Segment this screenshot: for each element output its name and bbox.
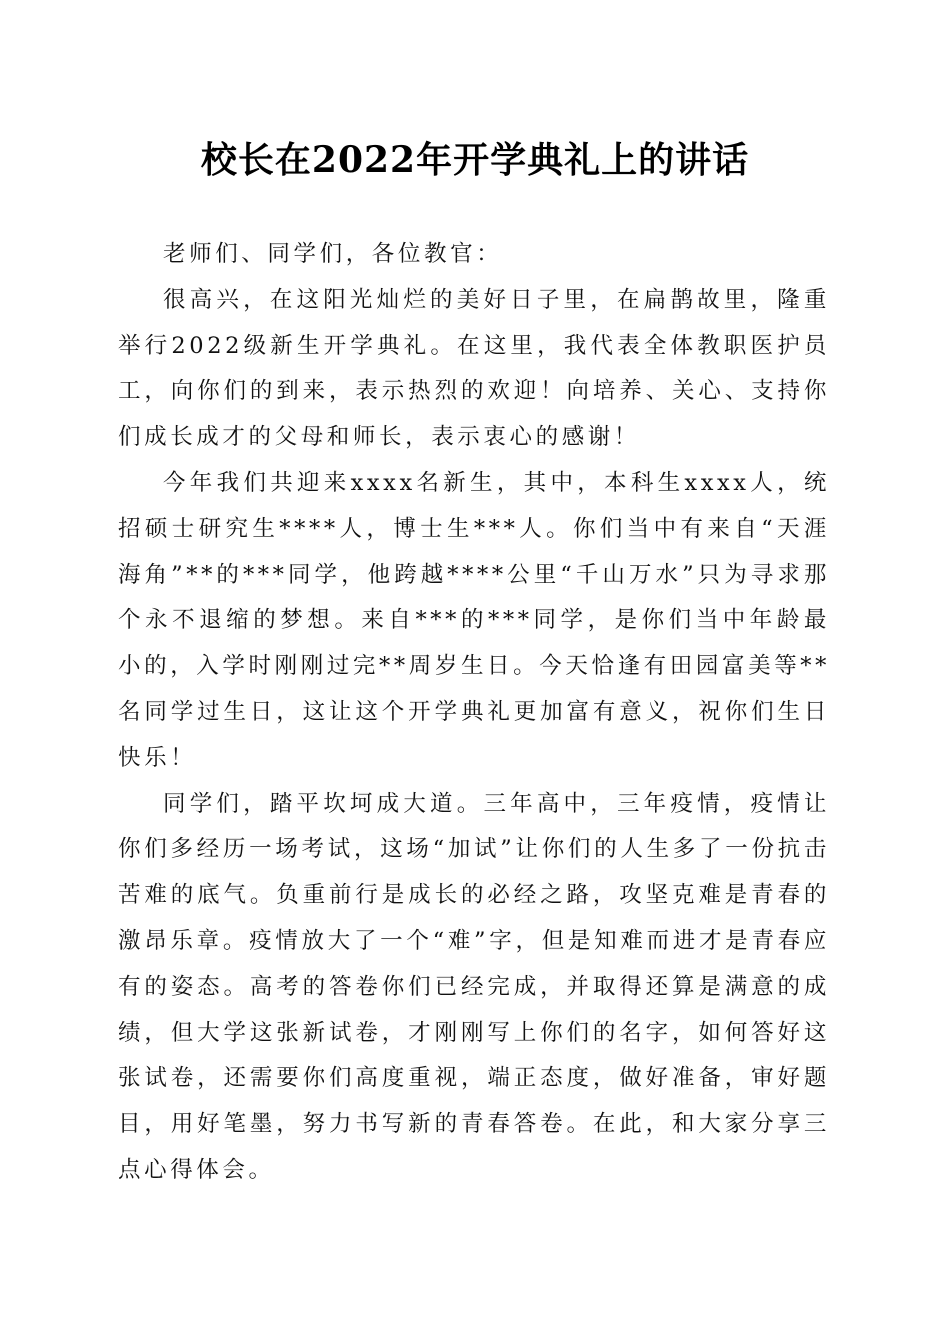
paragraph-1: 很高兴，在这阳光灿烂的美好日子里，在扁鹊故里，隆重举行2022级新生开学典礼。在这里，我代表全体教职医护员工，向你们的到来，表示热烈的欢迎！向培养、关心、支持你们成长成才的父母和师长，表示衷心的感谢！ [118, 286, 830, 451]
paragraph-3: 同学们，踏平坎坷成大道。三年高中，三年疫情，疫情让你们多经历一场考试，这场“加试”让你们的人生多了一份抗击苦难的底气。负重前行是成长的必经之路，攻坚克难是青春的激昂乐章。疫情放大了一个“难”字，但是知难而进才是青春应有的姿态。高考的答卷你们已经完成，并取得还算是满意的成绩，但大学这张新试卷，才刚刚写上你们的名字，如何答好这张试卷，还需要你们高度重视，端正态度，做好准备，审好题目，用好笔墨，努力书写新的青春答卷。在此，和大家分享三点心得体会。 [118, 790, 830, 1183]
salutation: 老师们、同学们，各位教官： [163, 241, 503, 267]
document-body [118, 232, 830, 1194]
paragraph-2: 今年我们共迎来xxxx名新生，其中，本科生xxxx人，统招硕士研究生****人，博士生***人。你们当中有来自“天涯海角”**的***同学，他跨越****公里“千山万水”只为寻求那个永不退缩的梦想。来自***的***同学，是你们当中年龄最小的，入学时刚刚过完**周岁生日。今天恰逢有田园富美等**名同学过生日，这让这个开学典礼更加富有意义，祝你们生日快乐！ [118, 469, 830, 771]
document-title: 校长在2022年开学典礼上的讲话 [200, 139, 750, 181]
